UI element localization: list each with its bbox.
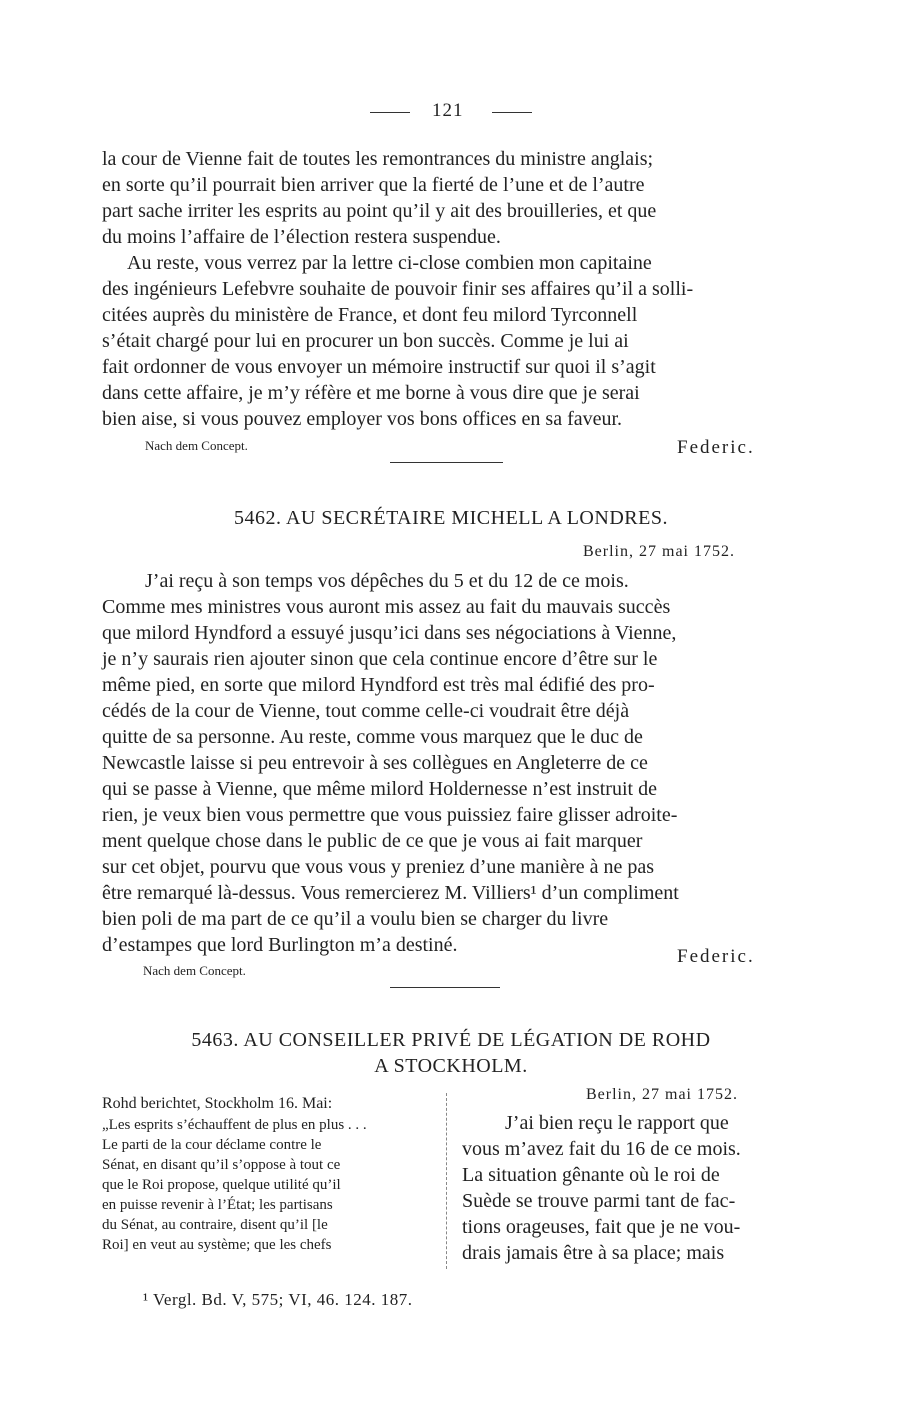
body-line: je n’y saurais rien ajouter sinon que cela continue encore d’être sur le	[102, 648, 658, 670]
body-line: La situation gênante où le roi de	[462, 1164, 720, 1186]
body-line: sur cet objet, pourvu que vous vous y preniez d’une manière à ne pas	[102, 856, 655, 878]
place-date: Berlin, 27 mai 1752.	[583, 543, 735, 560]
summary-line: „Les esprits s’échauffent de plus en plus . . .	[102, 1117, 367, 1133]
signature: Federic.	[677, 437, 755, 458]
body-line: bien aise, si vous pouvez employer vos bons offices en sa faveur.	[102, 408, 623, 430]
letter-body-column	[462, 1110, 800, 1266]
body-line: la cour de Vienne fait de toutes les remontrances du ministre anglais;	[102, 148, 654, 170]
summary-line: du Sénat, au contraire, disent qu’il [le	[102, 1217, 328, 1233]
body-line: vous m’avez fait du 16 de ce mois.	[462, 1138, 741, 1160]
body-line: en sorte qu’il pourrait bien arriver que la fierté de l’une et de l’autre	[102, 174, 645, 196]
body-line: être remarqué là-dessus. Vous remercierez M. Villiers¹ d’un compliment	[102, 882, 679, 904]
source-note: Nach dem Concept.	[143, 963, 246, 978]
body-line: Au reste, vous verrez par la lettre ci-close combien mon capitaine	[127, 252, 652, 274]
body-line: Newcastle laisse si peu entrevoir à ses collègues en Angleterre de ce	[102, 752, 648, 774]
body-line: citées auprès du ministère de France, et dont feu milord Tyrconnell	[102, 304, 638, 326]
header-dash-right	[492, 112, 532, 113]
body-line: fait ordonner de vous envoyer un mémoire instructif sur quoi il s’agit	[102, 356, 656, 378]
body-line: J’ai reçu à son temps vos dépêches du 5 et du 12 de ce mois.	[145, 570, 629, 592]
body-line: dans cette affaire, je m’y réfère et me borne à vous dire que je serai	[102, 382, 640, 404]
letter-heading: 5463. AU CONSEILLER PRIVÉ DE LÉGATION DE ROHD	[191, 1029, 711, 1051]
body-line: bien poli de ma part de ce qu’il a voulu bien se charger du livre	[102, 908, 609, 930]
body-line: J’ai bien reçu le rapport que	[505, 1112, 729, 1134]
body-line: quitte de sa personne. Au reste, comme vous marquez que le duc de	[102, 726, 643, 748]
summary-line: Sénat, en disant qu’il s’oppose à tout ce	[102, 1157, 341, 1173]
section-divider	[390, 462, 503, 463]
body-line: cédés de la cour de Vienne, tout comme celle-ci voudrait être déjà	[102, 700, 630, 722]
body-line: du moins l’affaire de l’élection restera suspendue.	[102, 226, 501, 248]
report-summary-column	[102, 1093, 434, 1255]
summary-line: Le parti de la cour déclame contre le	[102, 1137, 322, 1153]
body-line: ment quelque chose dans le public de ce que je vous ai fait marquer	[102, 830, 643, 852]
body-line: Comme mes ministres vous auront mis assez au fait du mauvais succès	[102, 596, 671, 618]
body-line: drais jamais être à sa place; mais	[462, 1242, 725, 1264]
body-line: rien, je veux bien vous permettre que vous puissiez faire glisser adroite-	[102, 804, 678, 826]
body-line: part sache irriter les esprits au point qu’il y ait des brouilleries, et que	[102, 200, 657, 222]
signature: Federic.	[677, 946, 755, 967]
header-dash-left	[370, 112, 410, 113]
column-separator	[446, 1093, 447, 1269]
letter-heading: 5462. AU SECRÉTAIRE MICHELL A LONDRES.	[234, 507, 668, 529]
summary-line: Roi] en veut au système; que les chefs	[102, 1237, 332, 1253]
letter-heading-line2: A STOCKHOLM.	[374, 1055, 528, 1077]
body-line: qui se passe à Vienne, que même milord Holdernesse n’est instruit de	[102, 778, 657, 800]
source-note: Nach dem Concept.	[145, 438, 248, 453]
place-date: Berlin, 27 mai 1752.	[586, 1086, 738, 1103]
body-line: que milord Hyndford a essuyé jusqu’ici dans ses négociations à Vienne,	[102, 622, 677, 644]
summary-line: que le Roi propose, quelque utilité qu’il	[102, 1177, 341, 1193]
body-line: d’estampes que lord Burlington m’a destiné.	[102, 934, 458, 956]
summary-line: Rohd berichtet, Stockholm 16. Mai:	[102, 1095, 333, 1112]
body-line: tions orageuses, fait que je ne vou-	[462, 1216, 741, 1238]
body-line: des ingénieurs Lefebvre souhaite de pouvoir finir ses affaires qu’il a solli-	[102, 278, 694, 300]
body-line: Suède se trouve parmi tant de fac-	[462, 1190, 736, 1212]
footnote: ¹ Vergl. Bd. V, 575; VI, 46. 124. 187.	[143, 1290, 413, 1309]
body-line: s’était chargé pour lui en procurer un bon succès. Comme je lui ai	[102, 330, 629, 352]
summary-line: en puisse revenir à l’État; les partisans	[102, 1197, 333, 1213]
page-number: 121	[432, 100, 464, 121]
section-divider	[390, 987, 500, 988]
body-line: même pied, en sorte que milord Hyndford est très mal édifié des pro-	[102, 674, 655, 696]
